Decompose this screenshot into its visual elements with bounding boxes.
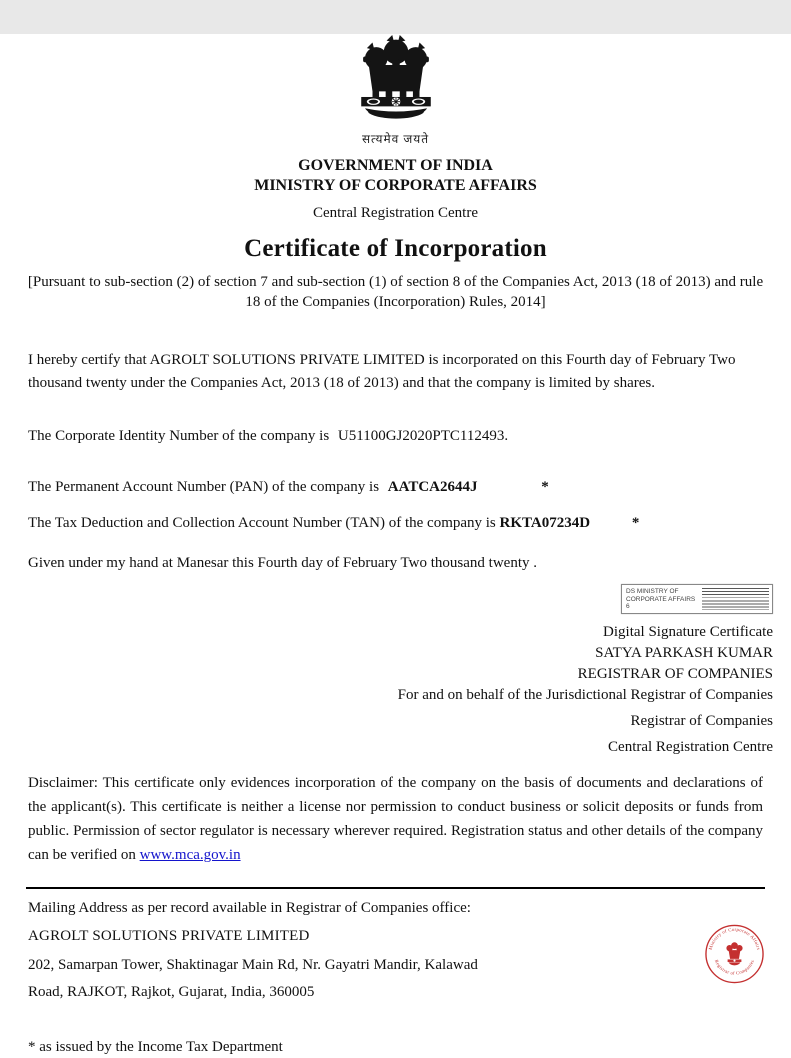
mailing-company-name: AGROLT SOLUTIONS PRIVATE LIMITED xyxy=(28,928,310,944)
disclaimer-paragraph xyxy=(28,771,763,867)
emblem-motto: सत्यमेव जयते xyxy=(361,132,430,146)
on-behalf-line: For and on behalf of the Jurisdictional Registrar of Companies xyxy=(397,687,773,703)
mca-website-link[interactable]: www.mca.gov.in xyxy=(139,847,241,863)
digital-signature-block xyxy=(28,584,773,758)
cin-line xyxy=(28,425,763,448)
tan-line xyxy=(28,512,763,535)
pursuant-subtitle: [Pursuant to sub-section (2) of section 7 and sub-section (1) of section 8 of the Companies Act, 2013 (18 of 2013) and rule 18 of the Companies (Incorporation) Rules, 2014] xyxy=(27,274,764,310)
cin-value: U51100GJ2020PTC112493. xyxy=(337,428,509,444)
certificate-body xyxy=(28,349,763,574)
page-title: Certificate of Incorporation xyxy=(244,235,547,262)
india-national-emblem-icon xyxy=(352,34,440,128)
signer-title: REGISTRAR OF COMPANIES xyxy=(577,666,773,682)
certificate-page xyxy=(0,34,791,1058)
seal-bottom-text: Registrar of Companies xyxy=(712,959,757,977)
signer-name: SATYA PARKASH KUMAR xyxy=(595,645,773,661)
tan-label: The Tax Deduction and Collection Account Number (TAN) of the company is xyxy=(28,515,496,531)
central-registration-centre-heading: Central Registration Centre xyxy=(313,205,478,221)
seal-top-text: Ministry of Corporate Affairs xyxy=(708,927,761,951)
certify-paragraph: I hereby certify that AGROLT SOLUTIONS PRIVATE LIMITED is incorporated on this Fourth day of February Two thousand twenty under the Companies Act, 2013 (18 of 2013) and that the company is limited by shares. xyxy=(28,352,736,391)
income-tax-footnote: * as issued by the Income Tax Department xyxy=(28,1039,283,1055)
tan-footnote-marker: * xyxy=(631,515,640,531)
pan-label: The Permanent Account Number (PAN) of the company is xyxy=(28,478,380,495)
header xyxy=(0,34,791,312)
pan-line xyxy=(28,476,763,499)
section-divider xyxy=(26,887,765,889)
disclaimer-text: Disclaimer: This certificate only evidences incorporation of the company on the basis of documents and declarations of the applicant(s). This certificate is neither a license nor permission to conduct business or solicit deposits or funds from public. Permission of sector regulator is necessary wherever required. Registration status and other details of the company can be verified on xyxy=(28,775,763,863)
pan-footnote-marker: * xyxy=(541,478,549,495)
signature-fine-print xyxy=(702,588,769,610)
mailing-address-label: Mailing Address as per record available in Registrar of Companies office: xyxy=(28,900,471,916)
government-of-india-heading: GOVERNMENT OF INDIA xyxy=(298,157,493,174)
pan-value: AATCA2644J xyxy=(387,478,478,495)
tan-value: RKTA07234D xyxy=(499,515,591,531)
registrar-line: Registrar of Companies xyxy=(630,713,773,729)
given-under-hand-line: Given under my hand at Manesar this Fourth day of February Two thousand twenty . xyxy=(28,554,537,571)
signature-line: Digital Signature Certificate xyxy=(603,624,773,640)
registrar-red-seal-icon xyxy=(703,922,766,986)
digital-signature-stamp xyxy=(621,584,773,614)
mailing-address-section xyxy=(28,898,763,1001)
ministry-heading: MINISTRY OF CORPORATE AFFAIRS xyxy=(254,177,537,194)
mailing-address-line2: Road, RAJKOT, Rajkot, Gujarat, India, 360005 xyxy=(28,984,315,1000)
crc-line: Central Registration Centre xyxy=(608,739,773,755)
mailing-address-line1: 202, Samarpan Tower, Shaktinagar Main Rd, Nr. Gayatri Mandir, Kalawad xyxy=(28,957,478,973)
cin-label: The Corporate Identity Number of the company is xyxy=(28,428,330,444)
stamp-signer-label: DS MINISTRY OF CORPORATE AFFAIRS 6 xyxy=(626,588,696,610)
